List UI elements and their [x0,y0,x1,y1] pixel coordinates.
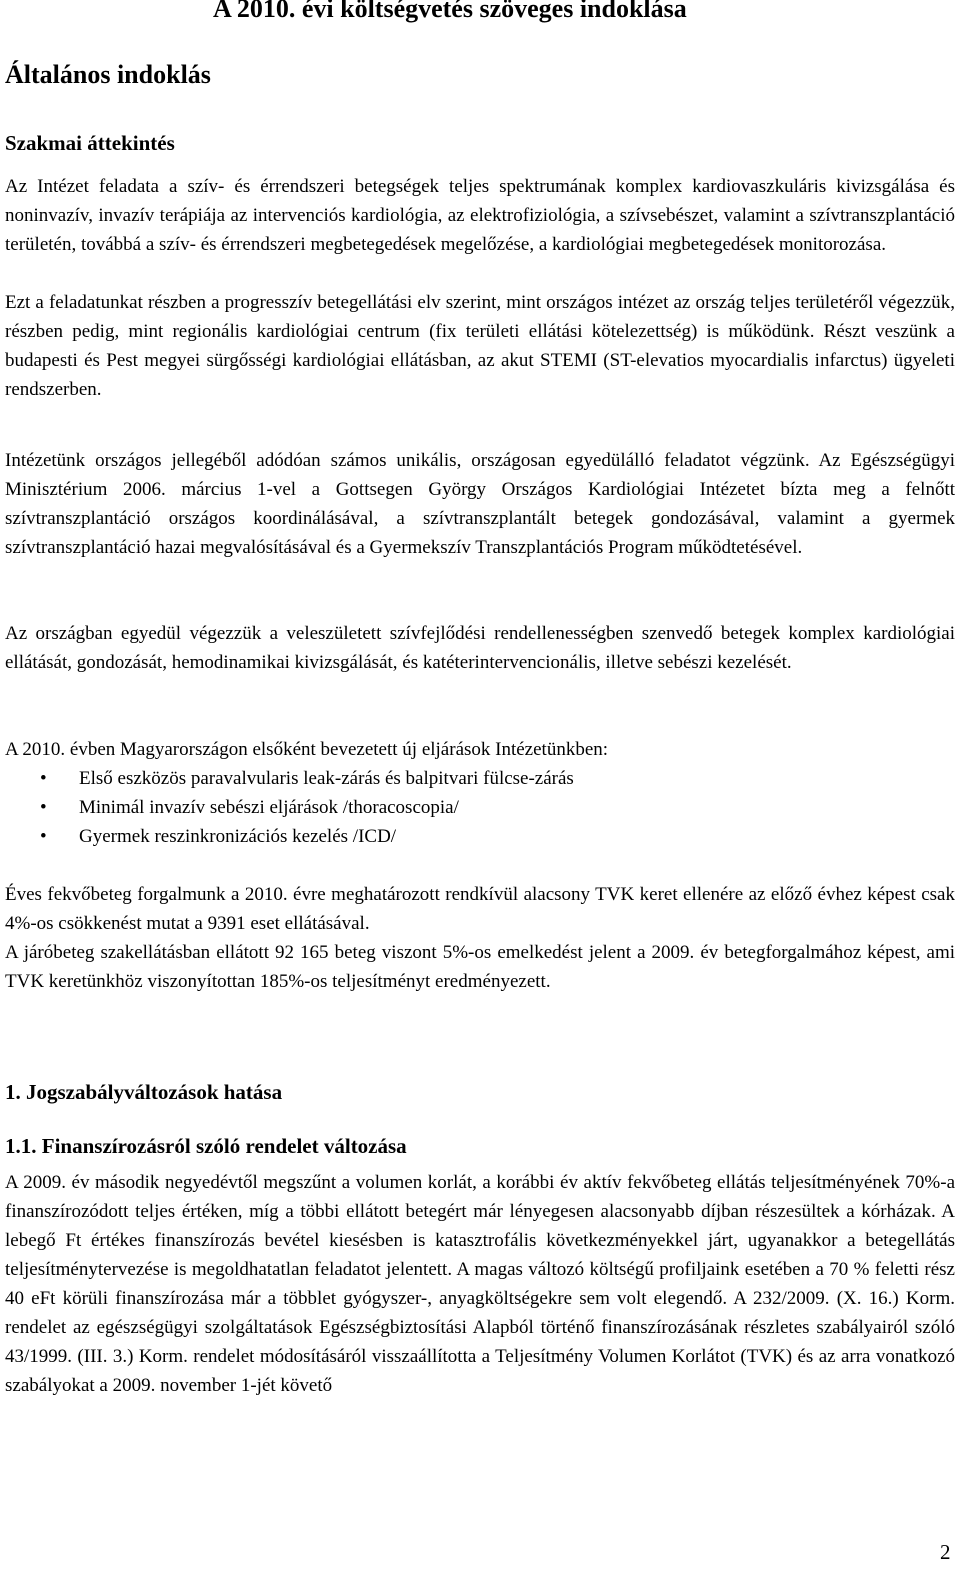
bullet-icon: • [40,826,47,847]
section-title: Általános indoklás [5,60,211,89]
heading-financing-regulation: 1.1. Finanszírozásról szóló rendelet változása [5,1134,407,1158]
document-title: A 2010. évi költségvetés szöveges indoklása [213,0,687,23]
list-item-text: Minimál invazív sebészi eljárások /thoracoscopia/ [79,797,459,818]
bullet-icon: • [40,768,47,789]
bullet-icon: • [40,797,47,818]
paragraph-inpatient-traffic: Éves fekvőbeteg forgalmunk a 2010. évre meghatározott rendkívül alacsony TVK keret ellenére az előző évhez képest csak 4%-os csökkenést mutat a 9391 eset ellátásával. [5,884,955,934]
heading-legal-changes: 1. Jogszabályváltozások hatása [5,1080,283,1104]
paragraph-congenital-care: Az országban egyedül végezzük a veleszületett szívfejlődési rendellenességben szenvedő betegek komplex kardiológiai ellátását, gondozását, hemodinamikai kivizsgálását, és katéterintervencionális, illetve sebészi kezelését. [5,623,955,673]
new-procedures-list [0,764,955,851]
subsection-title: Szakmai áttekintés [5,131,175,155]
paragraph-institute-tasks: Az Intézet feladata a szív- és érrendszeri betegségek teljes spektrumának komplex kardiovaszkuláris kivizsgálása és noninvazív, invazív terápiája az intervenciós kardiológia, az elektrofiziológia, a szívsebészet, valamint a szívtranszplantáció területén, továbbá a szív- és érrendszeri megbetegedések megelőzése, a kardiológiai megbetegedések monitorozása. [5,176,955,255]
paragraph-new-procedures-intro: A 2010. évben Magyarországon elsőként bevezetett új eljárások Intézetünkben: [5,739,609,760]
list-item-text: Első eszközös paravalvularis leak-zárás és balpitvari fülcse-zárás [79,768,574,789]
list-item [0,822,955,851]
paragraph-outpatient-traffic: A járóbeteg szakellátásban ellátott 92 165 beteg viszont 5%-os emelkedést jelent a 2009. év betegforgalmához képest, ami TVK keretünkhöz viszonyítottan 185%-os teljesítményt eredményezett. [5,942,955,992]
paragraph-national-role: Intézetünk országos jellegéből adódóan számos unikális, országosan egyedülálló feladatot végzünk. Az Egészségügyi Minisztérium 2006. március 1-vel a Gottsegen György Országos Kardiológiai Intézetet bízta meg a felnőtt szívtranszplantáció országos koordinálásával, a szívtranszplantált betegek gondozásával, valamint a gyermek szívtranszplantáció hazai megvalósításával és a Gyermekszív Transzplantációs Program működtetésével. [5,450,955,558]
list-item-text: Gyermek reszinkronizációs kezelés /ICD/ [79,826,397,847]
page-number: 2 [940,1540,951,1564]
paragraph-financing-changes: A 2009. év második negyedévtől megszűnt a volumen korlát, a korábbi év aktív fekvőbeteg ellátás teljesítményének 70%-a finanszírozódott teljes értéken, míg a többi ellátott betegért már lényegesen alacsonyabb díjban részesültek a kórházak. A lebegő Ft értékes finanszírozás bevétel kiesésben is katasztrofális következményekkel járt, ugyanakkor a betegellátás teljesítménytervezése is megoldhatatlan feladatot jelentett. A magas változó költségű profiljaink esetében a 70 % feletti rész 40 eFt körüli finanszírozása már a többlet gyógyszer-, anyagköltségekre sem volt elegendő. A 232/2009. (X. 16.) Korm. rendelet az egészségügyi szolgáltatások Egészségbiztosítási Alapból történő finanszírozásának részletes szabályairól szóló 43/1999. (III. 3.) Korm. rendelet módosításáról visszaállította a Teljesítmény Volumen Korlátot (TVK) és az arra vonatkozó szabályokat a 2009. november 1-jét követő [5,1172,955,1396]
list-item [0,764,955,793]
paragraph-care-principles: Ezt a feladatunkat részben a progresszív betegellátási elv szerint, mint országos intézet az ország teljes területéről végezzük, részben pedig, mint regionális kardiológiai centrum (fix területi ellátási kötelezettség) is működünk. Részt veszünk a budapesti és Pest megyei sürgősségi kardiológiai ellátásban, az akut STEMI (ST-elevatios myocardialis infarctus) ügyeleti rendszerben. [5,292,955,400]
list-item [0,793,955,822]
